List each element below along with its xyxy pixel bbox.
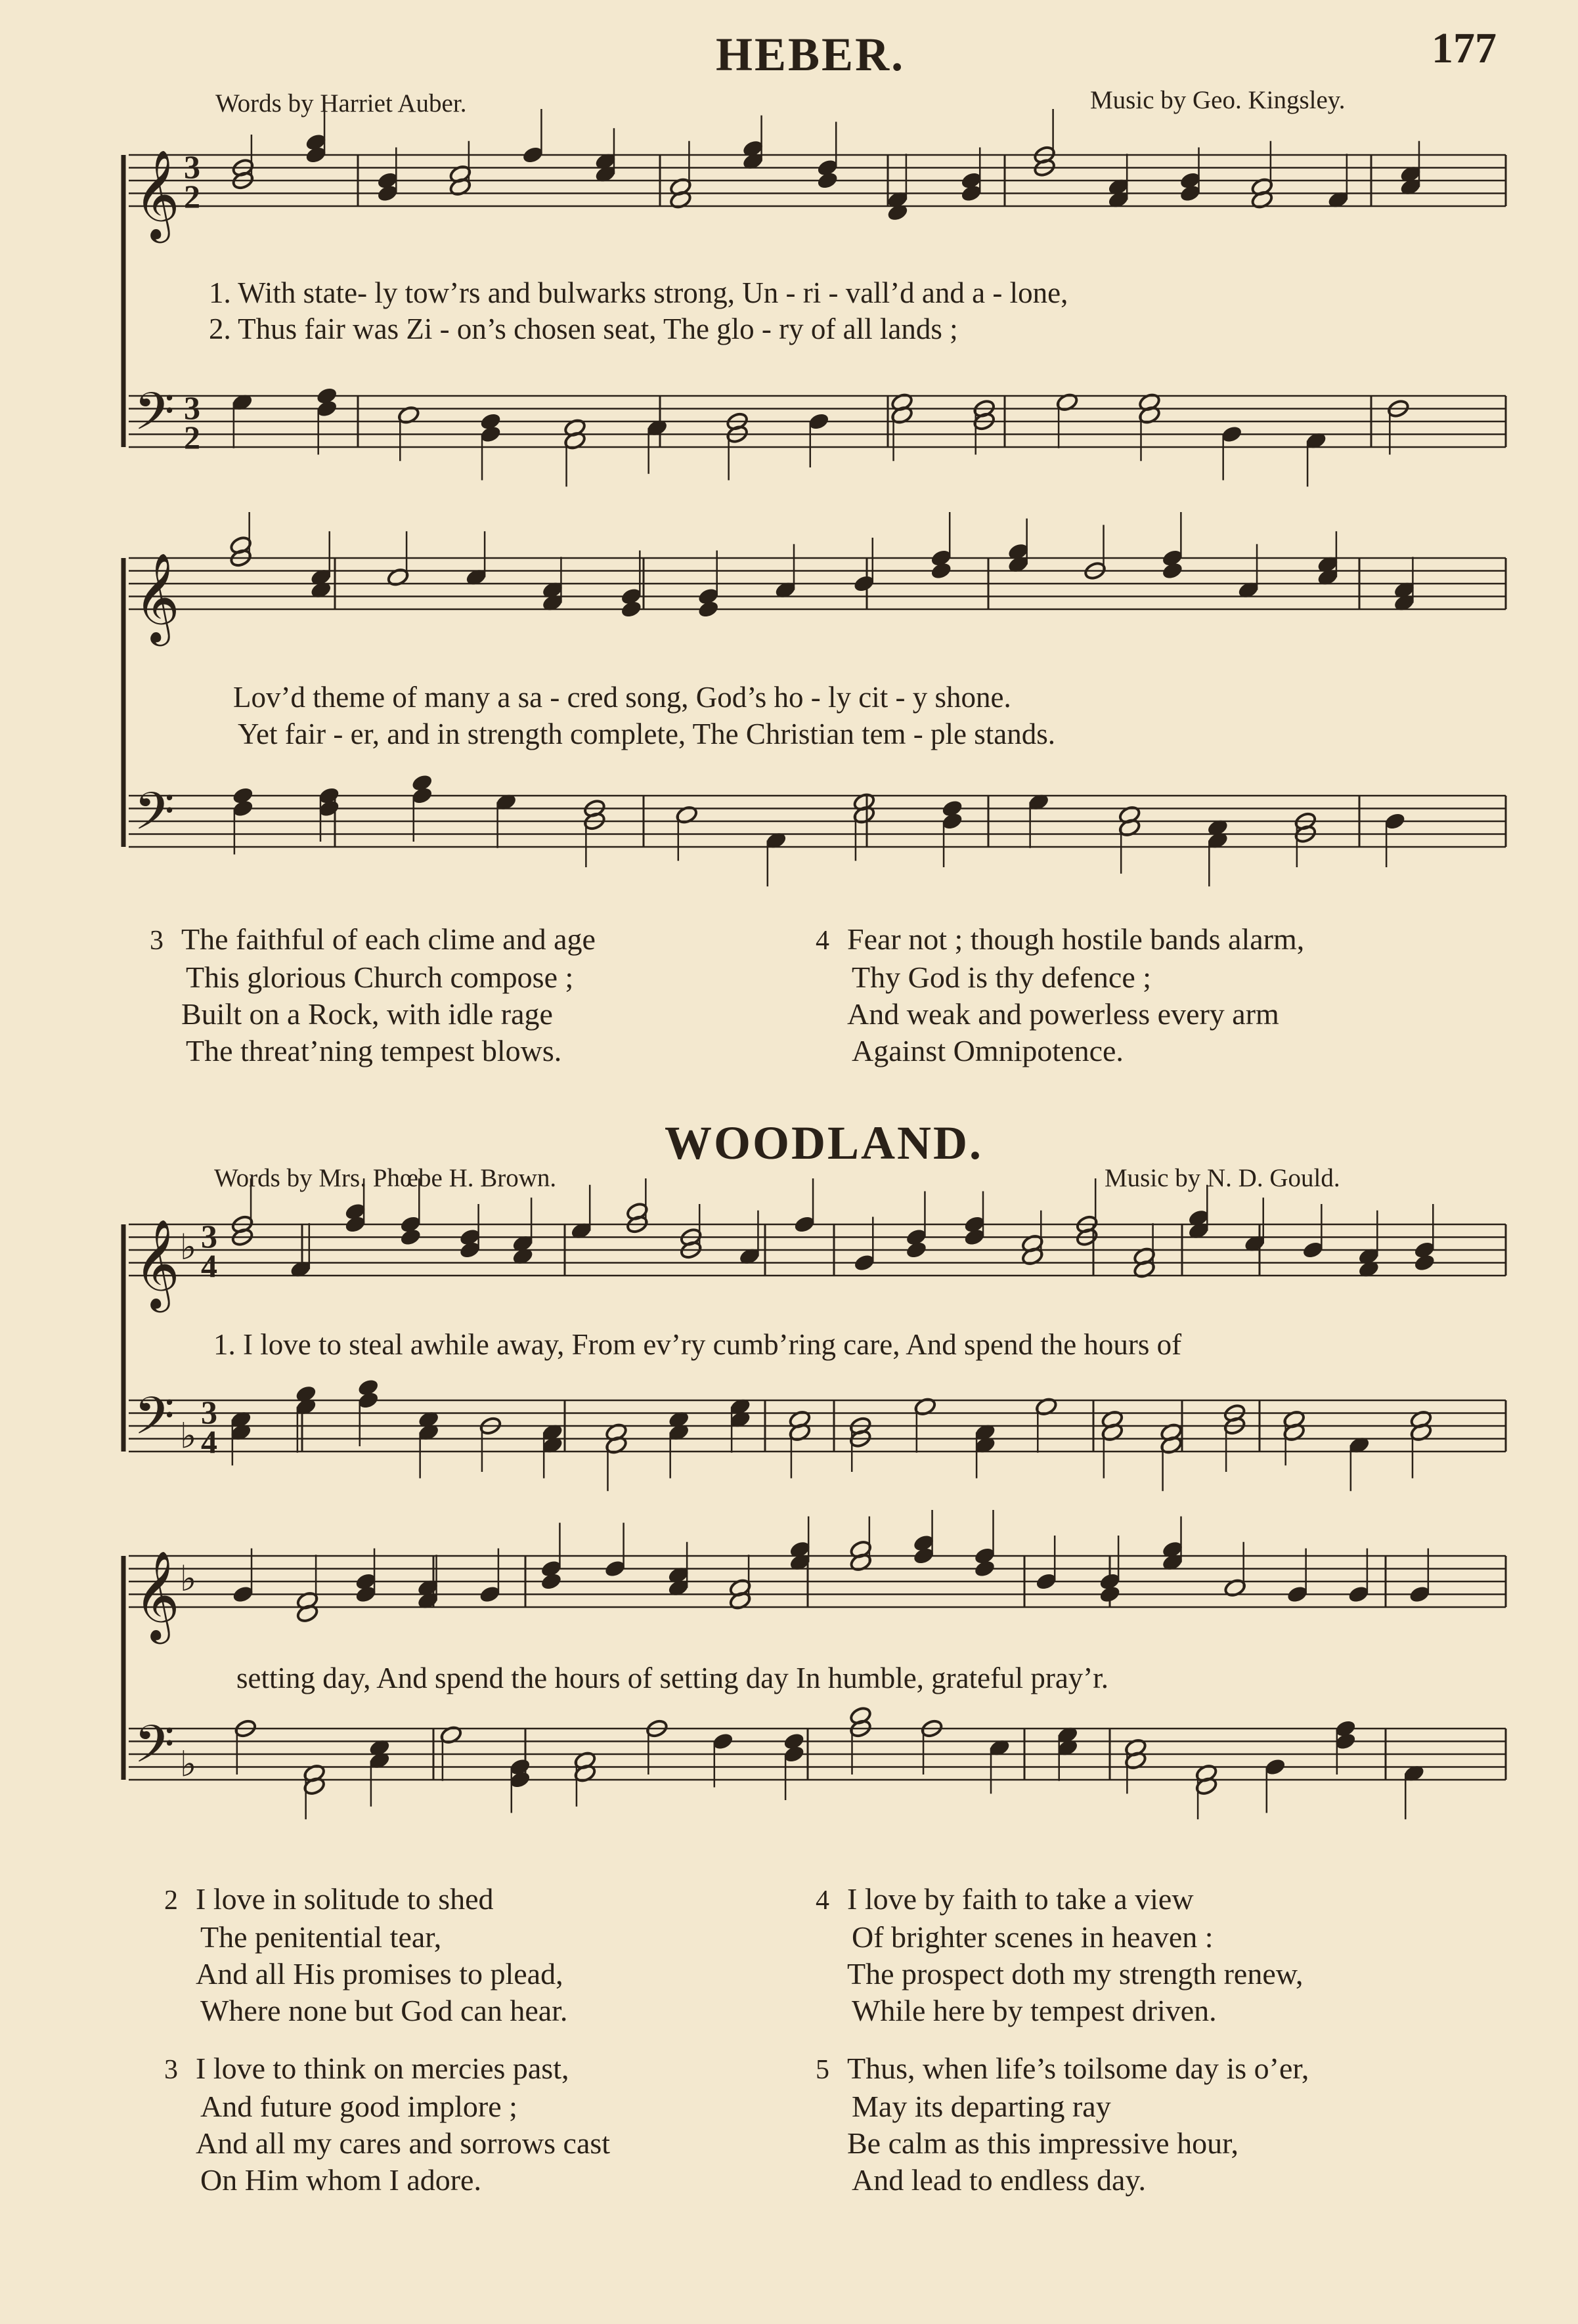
music-credit-woodland: Music by N. D. Gould.	[1105, 1164, 1340, 1192]
lyric-heber-line2-v2: Yet fair - er, and in strength complete, The Christian tem - ple stands.	[238, 718, 1056, 750]
words-credit-woodland: Words by Mrs. Phœbe H. Brown.	[214, 1164, 557, 1192]
verse-line: I love in solitude to shed	[196, 1882, 494, 1916]
treble-clef-icon: 𝄞	[134, 148, 180, 239]
flat-icon: ♭	[180, 1743, 197, 1785]
time-signature: 3	[184, 148, 200, 185]
verse-line: Against Omnipotence.	[852, 1034, 1124, 1067]
time-signature: 3	[201, 1218, 217, 1255]
verse-line: May its departing ray	[852, 2090, 1111, 2123]
time-signature: 3	[184, 389, 200, 426]
verse-line: This glorious Church compose ;	[186, 960, 574, 994]
verse-number: 3	[164, 2055, 178, 2085]
music-credit-heber: Music by Geo. Kingsley.	[1090, 86, 1346, 114]
verse-line: Fear not ; though hostile bands alarm,	[847, 922, 1305, 956]
verse-line: Thy God is thy defence ;	[852, 960, 1152, 994]
verse-line: The faithful of each clime and age	[181, 922, 596, 956]
bass-clef-icon: 𝄢	[134, 781, 175, 855]
verse-number: 4	[816, 1885, 829, 1916]
time-signature: 2	[184, 419, 200, 456]
flat-icon: ♭	[180, 1558, 197, 1599]
verse-line: I love by faith to take a view	[847, 1882, 1194, 1916]
lyric-heber-line1-v2: 2. Thus fair was Zi - on’s chosen seat, The glo - ry of all lands ;	[209, 312, 958, 345]
treble-clef-icon: 𝄞	[134, 551, 180, 642]
flat-icon: ♭	[180, 1226, 197, 1268]
verse-line: The threat’ning tempest blows.	[186, 1034, 562, 1067]
verse-line: On Him whom I adore.	[200, 2163, 481, 2197]
bass-clef-icon: 𝄢	[134, 1713, 175, 1788]
lyric-heber-line2-v1: Lov’d theme of many a sa - cred song, God’s ho - ly cit - y shone.	[233, 681, 1011, 714]
verse-line: Of brighter scenes in heaven :	[852, 1920, 1214, 1954]
verse-line: The prospect doth my strength renew,	[847, 1957, 1304, 1990]
verse-number: 2	[164, 1885, 178, 1916]
page-number: 177	[1432, 24, 1497, 72]
verse-line: And weak and powerless every arm	[847, 997, 1279, 1031]
verse-line: Thus, when life’s toilsome day is o’er,	[847, 2052, 1309, 2085]
time-signature: 4	[201, 1423, 217, 1460]
bass-clef-icon: 𝄢	[134, 1385, 175, 1459]
time-signature: 4	[201, 1247, 217, 1284]
verse-line: And all His promises to plead,	[196, 1957, 563, 1990]
verse-line: And future good implore ;	[200, 2090, 517, 2123]
verse-line: Where none but God can hear.	[200, 1994, 568, 2027]
verse-line: And all my cares and sorrows cast	[196, 2126, 611, 2160]
hymn-title-heber: HEBER.	[716, 28, 906, 81]
verse-line: I love to think on mercies past,	[196, 2052, 569, 2085]
lyric-heber-line1-v1: 1. With state- ly tow’rs and bulwarks strong, Un - ri - vall’d and a - lone,	[209, 276, 1068, 309]
verse-line: And lead to endless day.	[852, 2163, 1146, 2197]
time-signature: 3	[201, 1394, 217, 1431]
treble-clef-icon: 𝄞	[134, 1218, 180, 1308]
lyric-woodland-line2: setting day, And spend the hours of setting day In humble, grateful pray’r.	[236, 1662, 1109, 1694]
bass-clef-icon: 𝄢	[134, 381, 175, 455]
time-signature: 2	[184, 178, 200, 215]
verse-line: While here by tempest driven.	[852, 1994, 1217, 2027]
verse-number: 4	[816, 926, 829, 956]
hymn-title-woodland: WOODLAND.	[665, 1117, 984, 1169]
words-credit-heber: Words by Harriet Auber.	[215, 89, 467, 118]
verse-line: Be calm as this impressive hour,	[847, 2126, 1239, 2160]
verse-line: The penitential tear,	[200, 1920, 442, 1954]
verse-line: Built on a Rock, with idle rage	[181, 997, 553, 1031]
verse-number: 5	[816, 2055, 829, 2085]
verse-number: 3	[150, 926, 164, 956]
lyric-woodland-line1: 1. I love to steal awhile away, From ev’ry cumb’ring care, And spend the hours of	[213, 1328, 1182, 1361]
flat-icon: ♭	[180, 1415, 197, 1457]
treble-clef-icon: 𝄞	[134, 1549, 180, 1640]
